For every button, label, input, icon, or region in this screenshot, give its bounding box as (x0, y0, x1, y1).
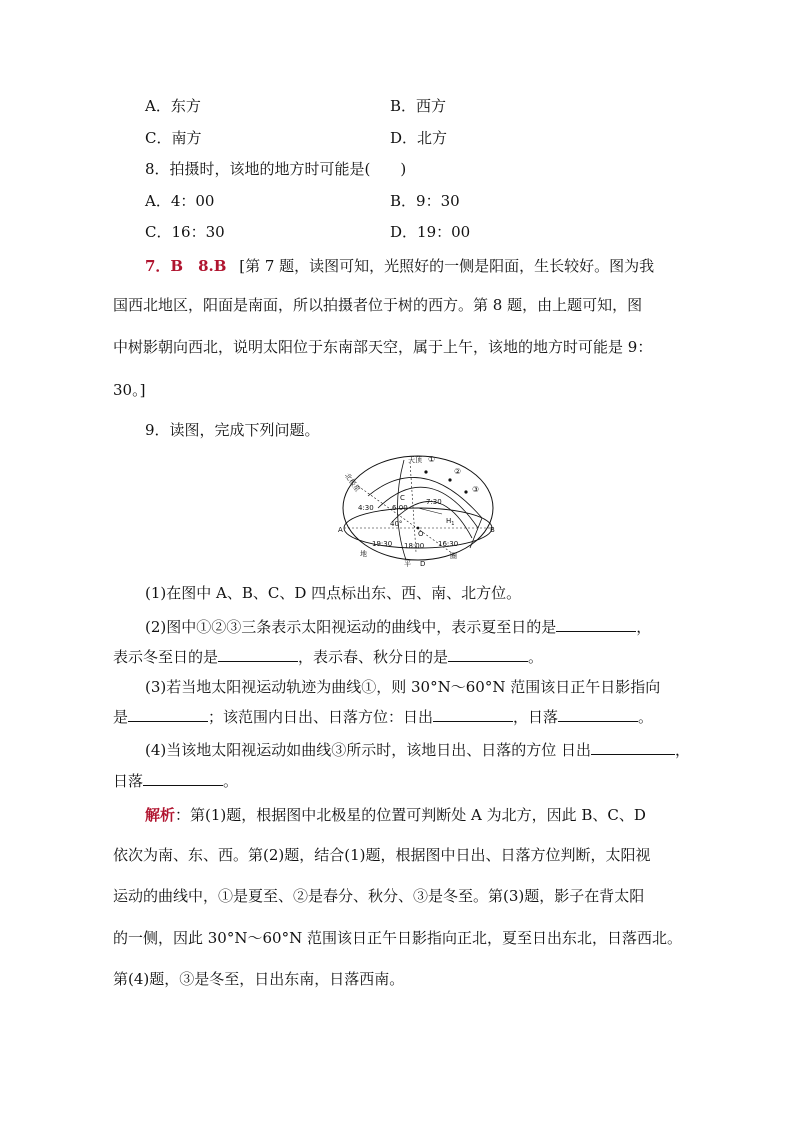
fig-label-zenith: 天顶 (408, 456, 422, 464)
q9-part-4-comma: ， (675, 741, 691, 759)
q9-part-2-line-1 (145, 617, 651, 637)
q7-option-c: C．南方 (145, 129, 202, 147)
fig-label-730: 7:30 (426, 498, 442, 506)
fig-label-430: 4:30 (358, 504, 374, 512)
q9-part-2-comma: ， (636, 618, 652, 636)
q9-part-2-period: 。 (528, 648, 544, 666)
q9-part-4-text-1: (4)当该地太阳视运动如曲线③所示时，该地日出、日落的方位 日出 (145, 741, 592, 759)
fig-label-1930: 19:30 (372, 540, 393, 548)
blank-sunset-2[interactable] (143, 771, 223, 786)
q9-stem: 9．读图，完成下列问题。 (145, 421, 320, 439)
q9-part-2-text: (2)图中①②③三条表示太阳视运动的曲线中，表示夏至日的是 (145, 618, 557, 636)
q9-part-3-line-2 (113, 707, 653, 727)
analysis-text-1: ：第(1)题，根据图中北极星的位置可判断处 A 为北方，因此 B、C、D (175, 806, 646, 824)
answer-7-8-line-2: 国西北地区，阳面是南面，所以拍摄者位于树的西方。第 8 题，由上题可知，图 (113, 296, 643, 314)
answer-key: 7．B 8.B (145, 257, 227, 275)
q7-option-a: A．东方 (145, 97, 201, 115)
q9-part-4-period: 。 (223, 772, 239, 790)
q9-part-1: (1)在图中 A、B、C、D 四点标出东、西、南、北方位。 (145, 584, 522, 602)
blank-winter-solstice[interactable] (218, 647, 298, 662)
q9-part-2-text-3: ，表示春、秋分日的是 (298, 648, 449, 666)
fig-label-h: $H_1$ (446, 517, 455, 527)
q9-part-3-text-1: 是 (113, 708, 129, 726)
q7-option-b: B．西方 (390, 97, 447, 115)
blank-sunset-1[interactable] (558, 707, 638, 722)
fig-label-curve-3: ③ (472, 485, 480, 494)
q9-part-4-line-2 (113, 771, 238, 791)
q9-part-3-text-2: ；该范围内日出、日落方位：日出 (208, 708, 434, 726)
q9-part-3-period: 。 (638, 708, 654, 726)
fig-label-quan: 圈 (450, 552, 457, 560)
fig-label-ping: 平 (404, 560, 411, 568)
q8-stem: 8．拍摄时，该地的地方时可能是( ) (145, 160, 407, 178)
fig-label-di: 地 (360, 550, 367, 558)
q9-part-3-line-1: (3)若当地太阳视运动轨迹为曲线①，则 30°N～60°N 范围该日正午日影指向 (145, 678, 661, 696)
celestial-sphere-diagram (338, 452, 498, 570)
answer-7-8-line-3: 中树影朝向西北，说明太阳位于东南部天空，属于上午，该地的地方时可能是 9： (113, 338, 653, 356)
analysis-line-5: 第(4)题，③是冬至，日出东南，日落西南。 (113, 970, 405, 988)
q7-option-d: D．北方 (390, 129, 448, 147)
fig-label-a: A (338, 526, 343, 534)
fig-label-curve-1: ① (428, 455, 436, 464)
analysis-label: 解析 (145, 806, 176, 824)
fig-label-c: C (400, 494, 405, 502)
fig-label-o: O (418, 530, 424, 538)
fig-label-1630: 16:30 (438, 540, 459, 548)
q8-option-c: C．16：30 (145, 223, 225, 241)
answer-7-8-line-4: 30。] (113, 381, 146, 399)
fig-label-d: D (420, 560, 426, 568)
fig-label-angle: 40° (390, 520, 403, 528)
fig-label-curve-2: ② (454, 467, 462, 476)
analysis-line-3: 运动的曲线中，①是夏至、②是春分、秋分、③是冬至。第(3)题，影子在背太阳 (113, 887, 645, 905)
fig-label-1800: 18:00 (404, 542, 425, 550)
answer-7-8-line-1 (145, 256, 654, 276)
q9-part-2-text-2: 表示冬至日的是 (113, 648, 219, 666)
fig-label-polaris: 北极星 (342, 471, 362, 494)
blank-sunrise-2[interactable] (591, 740, 675, 755)
blank-summer-solstice[interactable] (556, 617, 636, 632)
fig-label-600: 6:00 (392, 504, 408, 512)
analysis-line-4: 的一侧，因此 30°N～60°N 范围该日正午日影指向正北，夏至日出东北，日落西北。 (113, 929, 682, 947)
blank-shadow-direction[interactable] (128, 707, 208, 722)
q9-part-2-line-2 (113, 647, 543, 667)
analysis-line-2: 依次为南、东、西。第(2)题，结合(1)题，根据图中日出、日落方位判断，太阳视 (113, 846, 651, 864)
blank-equinox[interactable] (448, 647, 528, 662)
q8-option-d: D．19：00 (390, 223, 471, 241)
q9-part-4-text-2: 日落 (113, 772, 144, 790)
q8-option-b: B．9：30 (390, 192, 460, 210)
analysis-line-1 (145, 805, 646, 825)
q8-option-a: A．4：00 (145, 192, 215, 210)
q9-part-4-line-1 (145, 740, 690, 760)
answer-explanation-1: [第 7 题，读图可知，光照好的一侧是阳面，生长较好。图为我 (239, 257, 655, 275)
blank-sunrise-1[interactable] (433, 707, 513, 722)
q9-part-3-text-3: ，日落 (513, 708, 559, 726)
fig-label-b: B (490, 526, 495, 534)
